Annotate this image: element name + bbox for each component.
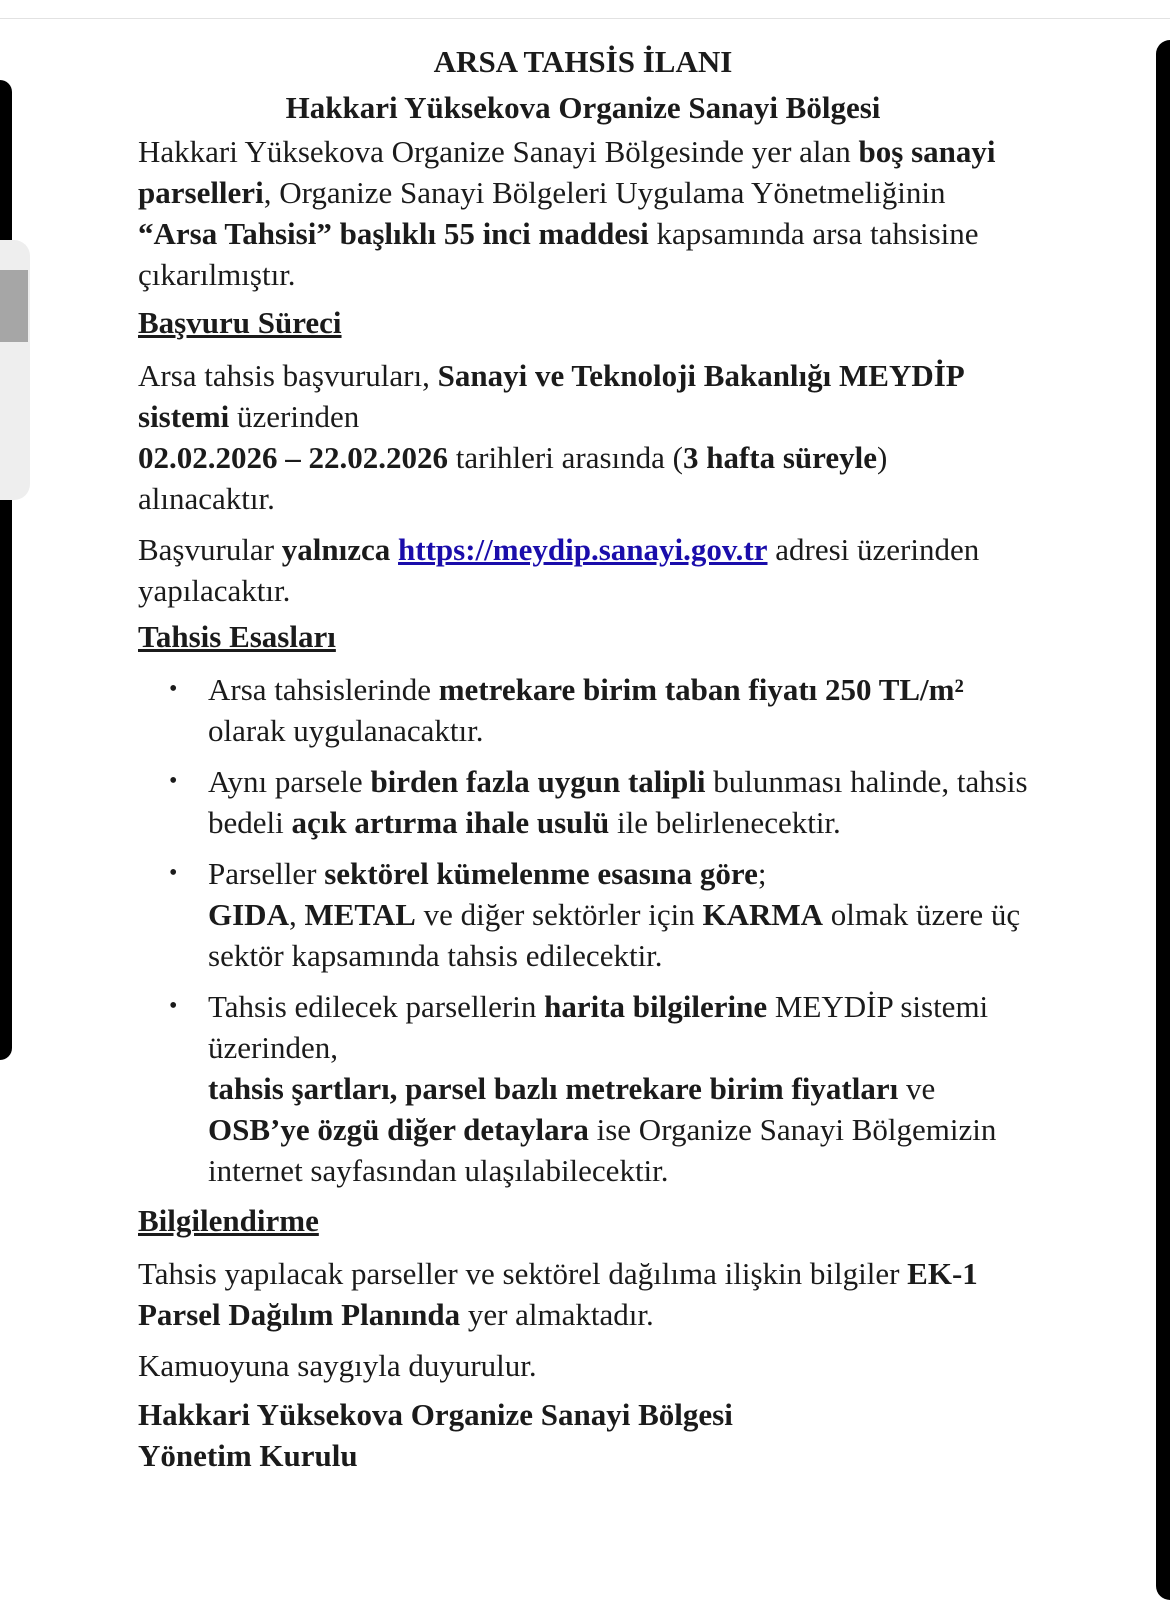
- announcement-document: [138, 42, 1028, 1476]
- signature-organization: Hakkari Yüksekova Organize Sanayi Bölgesi: [138, 1397, 733, 1433]
- section-heading-esaslar: Tahsis Esasları: [138, 618, 336, 654]
- intro-paragraph: Hakkari Yüksekova Organize Sanayi Bölgesinde yer alan boş sanayi parselleri, Organize Sanayi Bölgeleri Uygulama Yönetmeliğinin “Arsa Tahsisi” başlıklı 55 inci maddesi kapsamında arsa tahsisine çıkarılmıştır.: [138, 133, 996, 292]
- document-title: ARSA TAHSİS İLANI: [433, 44, 733, 79]
- basvuru-paragraph: Arsa tahsis başvuruları, Sanayi ve Teknoloji Bakanlığı MEYDİP sistemi üzerinden 02.02.2026 – 22.02.2026 tarihleri arasında (3 hafta süreyle) alınacaktır.: [138, 357, 964, 516]
- section-heading-basvuru: Başvuru Süreci: [138, 304, 342, 340]
- basvuru-link-paragraph: Başvurular yalnızca https://meydip.sanayi.gov.tr adresi üzerinden yapılacaktır.: [138, 531, 980, 608]
- section-heading-bilgilendirme: Bilgilendirme: [138, 1203, 319, 1239]
- signature-board: Yönetim Kurulu: [138, 1438, 358, 1474]
- document-subtitle: Hakkari Yüksekova Organize Sanayi Bölgesi: [285, 90, 881, 126]
- list-item: • Tahsis edilecek parsellerin harita bilgilerine MEYDİP sistemi üzerinden, tahsis şartları, parsel bazlı metrekare birim fiyatları ve OSB’ye özgü diğer detaylara ise Organize Sanayi Bölgemizin internet sayfasından ulaşılabilecektir.: [169, 989, 997, 1189]
- right-screen-edge: [1156, 40, 1170, 1600]
- closing-line: Kamuoyuna saygıyla duyurulur.: [138, 1348, 537, 1384]
- esaslar-list: [138, 669, 1028, 1191]
- background-card: [0, 240, 30, 500]
- signature-block: [138, 1394, 1028, 1476]
- bilgilendirme-paragraph: Tahsis yapılacak parseller ve sektörel dağılıma ilişkin bilgiler EK-1 Parsel Dağılım Planında yer almaktadır.: [138, 1256, 978, 1333]
- list-item: • Arsa tahsislerinde metrekare birim taban fiyatı 250 TL/m² olarak uygulanacaktır.: [169, 672, 964, 749]
- left-screen-edge: [0, 80, 12, 1060]
- meydip-link[interactable]: https://meydip.sanayi.gov.tr: [398, 531, 768, 567]
- list-item: • Parseller sektörel kümelenme esasına göre; GIDA, METAL ve diğer sektörler için KARMA olmak üzere üç sektör kapsamında tahsis edilecektir.: [169, 856, 1021, 974]
- top-divider: [0, 18, 1170, 19]
- list-item: • Aynı parsele birden fazla uygun talipli bulunması halinde, tahsis bedeli açık artırma ihale usulü ile belirlenecektir.: [169, 764, 1028, 841]
